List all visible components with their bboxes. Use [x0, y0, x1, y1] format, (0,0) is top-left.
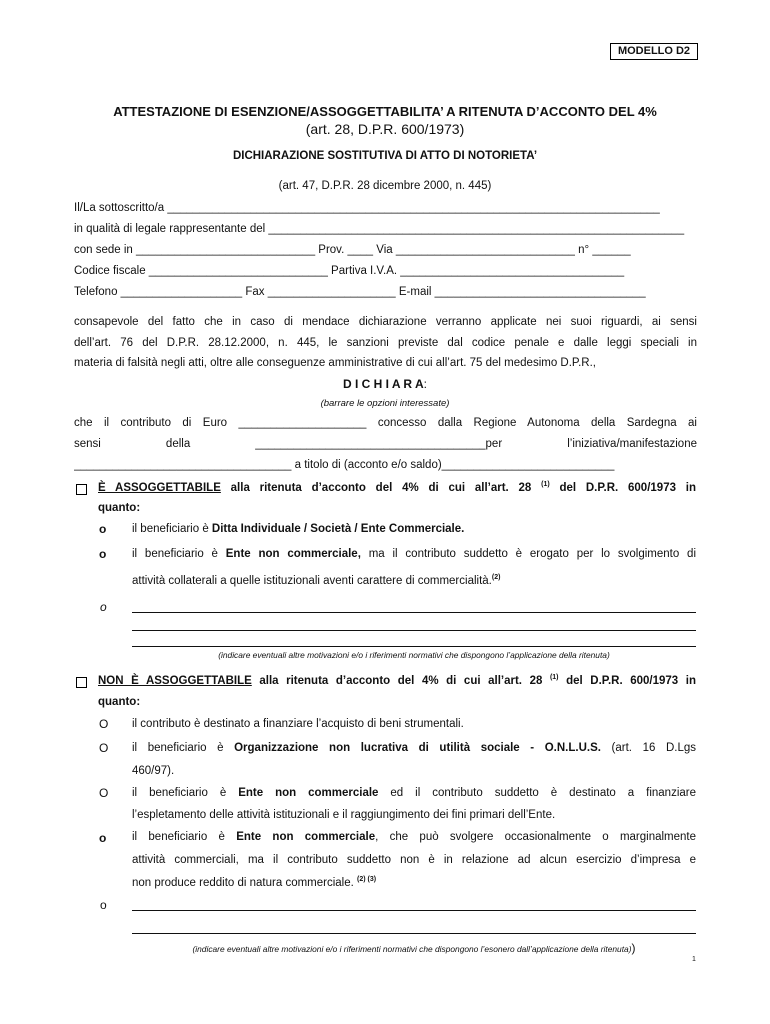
section-b-item-4-bold: Ente non commerciale — [236, 831, 376, 843]
section-b-free-line-1[interactable] — [132, 910, 696, 911]
form-line-codice-fiscale[interactable]: Codice fiscale ____________________________ Partiva I.V.A. ___________________________________ — [74, 265, 625, 277]
consapevole-line-2: dell’art. 76 del D.P.R. 28.12.2000, n. 445, le sanzioni previste dal codice penale e dalle leggi speciali in — [74, 337, 697, 349]
section-b-heading — [98, 674, 696, 687]
section-b-free-line-2[interactable] — [132, 933, 696, 934]
section-a-item-2-rest: ma il contributo suddetto è erogato per lo svolgimento di — [360, 548, 697, 560]
section-b-item-2-bold: Organizzazione non lucrativa di utilità sociale - O.N.L.U.S. — [234, 742, 601, 754]
section-b-heading-sup: (1) — [549, 674, 559, 681]
section-a-heading — [98, 481, 696, 494]
section-b-heading-underlined: NON È ASSOGGETTABILE — [98, 674, 252, 687]
section-a-item-2-bold: Ente non commerciale, — [225, 548, 361, 560]
consapevole-line-1: consapevole del fatto che in caso di mendace dichiarazione verranno applicate nei suoi riguardi, ai sensi — [74, 316, 697, 328]
section-b-item-4-sup: (2) (3) — [357, 876, 377, 883]
subtitle-reference: (art. 47, D.P.R. 28 dicembre 2000, n. 445) — [278, 180, 492, 192]
document-subtitle: DICHIARAZIONE SOSTITUTIVA DI ATTO DI NOTORIETA’ — [232, 150, 538, 162]
section-b-note — [132, 941, 696, 955]
section-b-item-4-line3-text: non produce reddito di natura commerciale. — [132, 876, 354, 889]
contributo-line-3[interactable]: __________________________________ a titolo di (acconto e/o saldo)___________________________ — [74, 459, 615, 471]
section-a-item-2-sup: (2) — [491, 574, 501, 581]
bullet-b5[interactable]: o — [100, 898, 107, 912]
section-a-free-line-3[interactable] — [132, 646, 696, 647]
checkbox-non-assoggettabile[interactable] — [76, 677, 87, 688]
form-line-sottoscritto[interactable]: Il/La sottoscritto/a _____________________________________________________________________________ — [74, 202, 660, 214]
section-b-item-4 — [132, 831, 696, 843]
section-a-item-2-pre: il beneficiario è — [132, 548, 226, 560]
dichiara-text: D I C H I A R A — [342, 377, 424, 391]
section-b-item-4-rest: , che può svolgere occasionalmente o marginalmente — [375, 831, 697, 843]
checkbox-assoggettabile[interactable] — [76, 484, 87, 495]
section-b-item-4-line-2: attività commerciali, ma il contributo suddetto non è in relazione ad alcun esercizio d’impresa e — [132, 854, 696, 866]
document-title: ATTESTAZIONE DI ESENZIONE/ASSOGGETTABILITA’ A RITENUTA D’ACCONTO DEL 4% — [113, 104, 657, 119]
section-a-item-2-line2-text: attività collaterali a quelle istituzionali aventi carattere di commercialità. — [132, 574, 492, 587]
section-b-item-2 — [132, 742, 696, 754]
section-b-item-3-rest: ed il contributo suddetto è destinato a finanziare — [378, 787, 696, 799]
section-b-note-paren: ) — [631, 941, 636, 955]
bullet-a1[interactable]: o — [99, 522, 107, 536]
dichiara-heading — [0, 377, 770, 391]
consapevole-line-3: materia di falsità negli atti, oltre alle conseguenze amministrative di cui all’art. 75 del medesimo D.P.R., — [74, 357, 597, 369]
bullet-b4[interactable]: o — [99, 831, 107, 845]
dichiara-note: (barrare le opzioni interessate) — [320, 398, 450, 409]
form-line-sede[interactable]: con sede in ____________________________ Prov. ____ Via ____________________________ n° ______ — [74, 244, 631, 256]
section-a-heading-rest: alla ritenuta d’acconto del 4% di cui all’art. 28 — [220, 481, 542, 494]
section-b-item-2-rest: (art. 16 D.Lgs — [600, 742, 696, 754]
contributo-line-2[interactable]: sensi della ____________________________________per l’iniziativa/manifestazione — [74, 438, 697, 450]
section-b-heading-rest: alla ritenuta d’acconto del 4% di cui all’art. 28 — [251, 674, 550, 687]
section-b-item-3 — [132, 787, 696, 799]
bullet-a2[interactable]: o — [99, 547, 107, 561]
section-b-item-3-bold: Ente non commerciale — [238, 787, 379, 799]
section-a-heading-sup: (1) — [541, 481, 550, 488]
dichiara-colon: : — [423, 377, 427, 391]
section-b-item-2-line-2: 460/97). — [132, 765, 175, 777]
contributo-line-1[interactable]: che il contributo di Euro ____________________ concesso dalla Regione Autonoma della Sardegna ai — [74, 417, 697, 429]
section-a-item-2-line-2 — [132, 574, 696, 587]
section-a-heading-end: del D.P.R. 600/1973 in — [549, 481, 696, 494]
bullet-b2[interactable]: O — [99, 741, 109, 755]
page-number: 1 — [692, 956, 696, 963]
section-a-quanto: quanto: — [98, 502, 141, 514]
section-a-heading-underlined: È ASSOGGETTABILE — [98, 481, 221, 494]
bullet-b1[interactable]: O — [99, 717, 109, 731]
section-b-item-4-line-3 — [132, 876, 696, 889]
bullet-b3[interactable]: O — [99, 786, 109, 800]
section-b-item-2-pre: il beneficiario è — [132, 742, 235, 754]
model-label: MODELLO D2 — [610, 43, 698, 60]
section-b-note-text: (indicare eventuali altre motivazioni e/o i riferimenti normativi che dispongono l’esonero dall’applicazione della ritenuta) — [192, 944, 632, 954]
section-b-item-3-line-2: l’espletamento delle attività istituzionali e il raggiungimento dei fini primari dell’Ente. — [132, 809, 556, 821]
section-b-item-3-pre: il beneficiario è — [132, 787, 239, 799]
section-a-item-1-pre: il beneficiario è — [132, 523, 212, 535]
section-a-note: (indicare eventuali altre motivazioni e/o i riferimenti normativi che dispongono l’applicazione della ritenuta) — [218, 650, 610, 660]
bullet-a3[interactable]: o — [100, 600, 107, 614]
form-line-legale-rappresentante[interactable]: in qualità di legale rappresentante del _________________________________________________________________ — [74, 223, 685, 235]
section-b-item-1: il contributo è destinato a finanziare l’acquisto di beni strumentali. — [132, 718, 464, 730]
form-line-telefono[interactable]: Telefono ___________________ Fax ____________________ E-mail _________________________________ — [74, 286, 646, 298]
title-reference: (art. 28, D.P.R. 600/1973) — [305, 121, 465, 137]
section-b-item-4-pre: il beneficiario è — [132, 831, 237, 843]
section-a-free-line-2[interactable] — [132, 630, 696, 631]
section-b-quanto: quanto: — [98, 696, 141, 708]
section-b-heading-end: del D.P.R. 600/1973 in — [558, 674, 696, 687]
section-a-free-line-1[interactable] — [132, 612, 696, 613]
section-a-item-1-bold: Ditta Individuale / Società / Ente Commerciale. — [211, 523, 465, 535]
section-a-item-2 — [132, 548, 696, 560]
section-a-item-1 — [132, 523, 696, 535]
